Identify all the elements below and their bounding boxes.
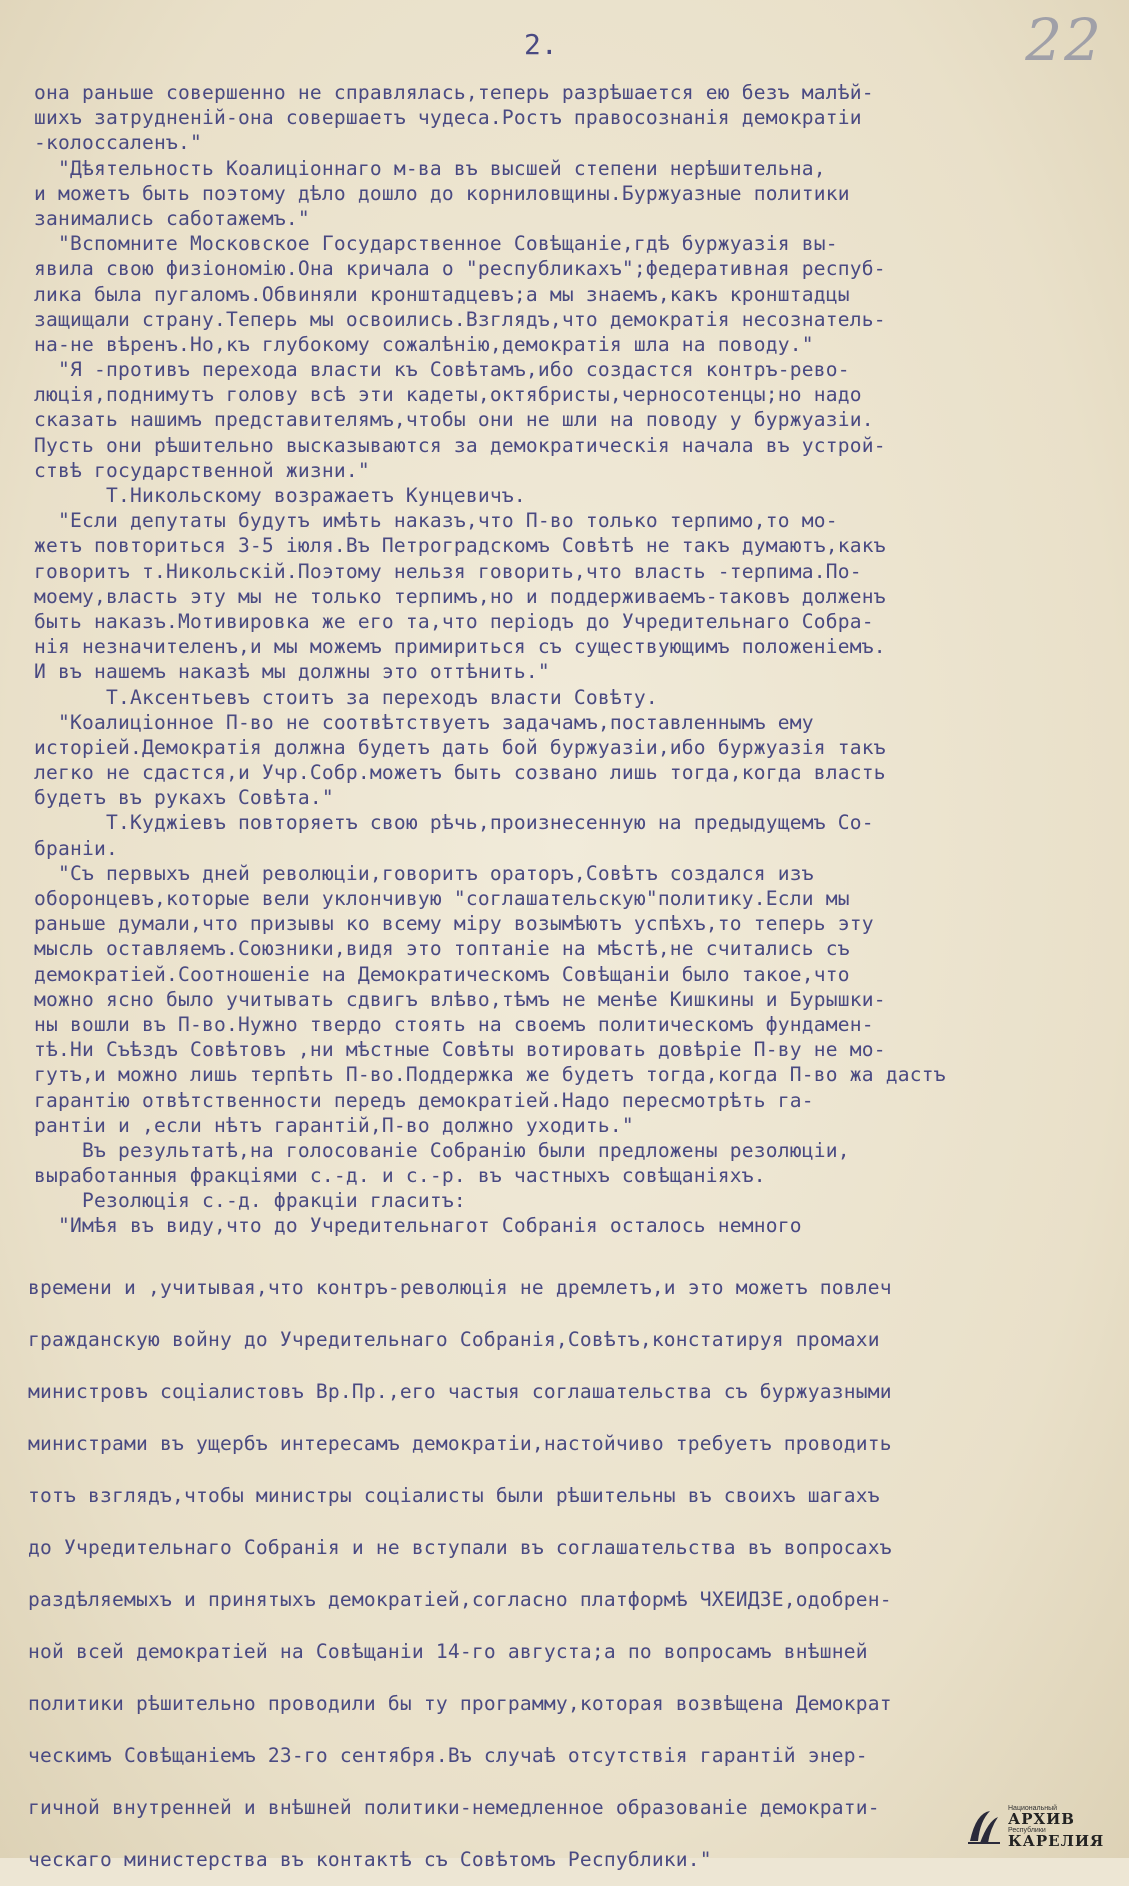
- typed-body-text: [34, 80, 1114, 1239]
- text-line: быть наказъ.Мотивировка же его та,что періодъ до Учредительнаго Собра-: [34, 609, 874, 633]
- text-line: легко не сдастся,и Учр.Собр.можетъ быть созвано лишь тогда,когда власть: [34, 761, 886, 785]
- resolution-line: министрами въ ущербъ интересамъ демократіи,настойчиво требуетъ проводить: [28, 1432, 892, 1455]
- text-line: защищали страну.Теперь мы освоились.Взглядъ,что демократія несознатель-: [34, 307, 886, 331]
- text-line: Т.Аксентьевъ стоитъ за переходъ власти Совѣту.: [34, 685, 658, 709]
- archive-emblem-icon: [966, 1807, 1002, 1847]
- resolution-line: гичной внутренней и внѣшней политики-немедленное образованіе демократи-: [28, 1796, 880, 1819]
- text-line: раньше думали,что призывы ко всему міру возымѣютъ успѣхъ,то теперь эту: [34, 912, 874, 936]
- resolution-line: раздѣляемыхъ и принятыхъ демократіей,согласно платформѣ ЧХЕИДЗЕ,одобрен-: [28, 1588, 892, 1611]
- text-line: "Если депутаты будутъ имѣть наказъ,что П-во только терпимо,то мо-: [34, 509, 838, 533]
- text-line: -колоссаленъ.": [34, 131, 202, 155]
- text-line: жетъ повториться 3-5 іюля.Въ Петроградскомъ Совѣтѣ не такъ думаютъ,какъ: [34, 534, 886, 558]
- text-line: мысль оставляемъ.Союзники,видя это топтаніе на мѣстѣ,не считались съ: [34, 937, 850, 961]
- text-line: гарантію отвѣтственности передъ демократіей.Надо пересмотрѣть га-: [34, 1088, 814, 1112]
- text-line: сказать нашимъ представителямъ,чтобы они не шли на поводу у буржуазіи.: [34, 408, 874, 432]
- text-line: "Съ первыхъ дней революціи,говоритъ ораторъ,Совѣтъ создался изъ: [34, 861, 814, 885]
- text-line: выработанныя фракціями с.-д. и с.-р. въ частныхъ совѣщаніяхъ.: [34, 1164, 766, 1188]
- text-line: нія незначителенъ,и мы можемъ примириться съ существующимъ положеніемъ.: [34, 635, 886, 659]
- resolution-line: политики рѣшительно проводили бы ту программу,которая возвѣщена Демократ: [28, 1692, 892, 1715]
- text-line: демократіей.Соотношеніе на Демократическомъ Совѣщаніи было такое,что: [34, 962, 850, 986]
- resolution-line: гражданскую войну до Учредительнаго Собранія,Совѣтъ,констатируя промахи: [28, 1328, 880, 1351]
- text-line: Резолюція с.-д. фракціи гласитъ:: [34, 1189, 466, 1213]
- archive-logo-line4: КАРЕЛИЯ: [1008, 1832, 1105, 1850]
- text-line: она раньше совершенно не справлялась,теперь разрѣшается ею безъ малѣй-: [34, 81, 874, 104]
- text-line: тѣ.Ни Съѣздъ Совѣтовъ ,ни мѣстные Совѣты вотировать довѣріе П-ву не мо-: [34, 1038, 886, 1062]
- text-line: "Имѣя въ виду,что до Учредительнагот Собранія осталось немного: [34, 1214, 802, 1238]
- text-line: на-не вѣренъ.Но,къ глубокому сожалѣнію,демократія шла на поводу.": [34, 332, 814, 356]
- resolution-text: [28, 1262, 1118, 1886]
- archive-sheet-number: 22: [1025, 6, 1103, 74]
- text-line: говоритъ т.Никольскій.Поэтому нельзя говорить,что власть -терпима.По-: [34, 559, 862, 583]
- resolution-line: ной всей демократіей на Совѣщаніи 14-го августа;а по вопросамъ внѣшней: [28, 1640, 868, 1663]
- text-line: "Я -противъ перехода власти къ Совѣтамъ,ибо создастся контръ-рево-: [34, 358, 850, 382]
- text-line: гутъ,и можно лишь терпѣть П-во.Поддержка же будетъ тогда,когда П-во жа дастъ: [34, 1063, 946, 1087]
- text-line: рантіи и ,если нѣтъ гарантій,П-во должно уходить.": [34, 1113, 634, 1137]
- resolution-line: тотъ взглядъ,чтобы министры соціалисты были рѣшительны въ своихъ шагахъ: [28, 1484, 880, 1507]
- archive-logo-line1: Национальный: [1008, 1805, 1058, 1812]
- archive-logo-line3: Республики: [1008, 1827, 1046, 1834]
- text-line: занимались саботажемъ.": [34, 206, 310, 230]
- text-line: явила свою физіономію.Она кричала о "республикахъ";федеративная респуб-: [34, 257, 886, 281]
- text-line: можно ясно было учитывать сдвигъ влѣво,тѣмъ не менѣе Кишкины и Бурышки-: [34, 987, 886, 1011]
- resolution-line: времени и ,учитывая,что контръ-революція не дремлетъ,и это можетъ повлеч: [28, 1276, 892, 1299]
- text-line: И въ нашемъ наказѣ мы должны это оттѣнить.": [34, 660, 550, 684]
- text-line: лика была пугаломъ.Обвиняли кронштадцевъ;а мы знаемъ,какъ кронштадцы: [34, 282, 850, 306]
- text-line: исторіей.Демократія должна будетъ дать бой буржуазіи,ибо буржуазія такъ: [34, 735, 886, 759]
- text-line: ны вошли въ П-во.Нужно твердо стоять на своемъ политическомъ фундамен-: [34, 1012, 874, 1036]
- text-line: Т.Куджіевъ повторяетъ свою рѣчь,произнесенную на предыдущемъ Со-: [34, 811, 874, 835]
- text-line: и можетъ быть поэтому дѣло дошло до корниловщины.Буржуазные политики: [34, 181, 850, 205]
- text-line: браніи.: [34, 836, 118, 860]
- resolution-line: министровъ соціалистовъ Вр.Пр.,его частыя соглашательства съ буржуазными: [28, 1380, 892, 1403]
- text-line: Пусть они рѣшительно высказываются за демократическія начала въ устрой-: [34, 433, 886, 457]
- text-line: ствѣ государственной жизни.": [34, 458, 370, 482]
- archive-logo: [966, 1804, 1118, 1850]
- text-line: Т.Никольскому возражаетъ Кунцевичъ.: [34, 484, 526, 507]
- text-line: люція,поднимутъ голову всѣ эти кадеты,октябристы,черносотенцы;но надо: [34, 383, 862, 407]
- page-number: 2.: [524, 28, 558, 61]
- text-line: шихъ затрудненій-она совершаетъ чудеса.Ростъ правосознанія демократіи: [34, 106, 862, 130]
- text-line: "Вспомните Московское Государственное Совѣщаніе,гдѣ буржуазія вы-: [34, 232, 838, 256]
- resolution-line: до Учредительнаго Собранія и не вступали въ соглашательства въ вопросахъ: [28, 1536, 892, 1559]
- resolution-line: ческаго министерства въ контактѣ съ Совѣтомъ Республики.": [28, 1848, 712, 1871]
- text-line: "Дѣятельность Коалиціоннаго м-ва въ высшей степени нерѣшительна,: [34, 156, 826, 180]
- text-line: "Коалиціонное П-во не соотвѣтствуетъ задачамъ,поставленнымъ ему: [34, 710, 814, 734]
- text-line: моему,власть эту мы не только терпимъ,но и поддерживаемъ-таковъ долженъ: [34, 584, 886, 608]
- text-line: оборонцевъ,которые вели уклончивую "соглашательскую"политику.Если мы: [34, 887, 850, 910]
- text-line: Въ результатѣ,на голосованіе Собранію были предложены резолюціи,: [34, 1138, 850, 1162]
- archive-logo-line2: АРХИВ: [1008, 1810, 1075, 1828]
- resolution-line: ческимъ Совѣщаніемъ 23-го сентября.Въ случаѣ отсутствія гарантій энер-: [28, 1744, 868, 1767]
- text-line: будетъ въ рукахъ Совѣта.": [34, 786, 334, 810]
